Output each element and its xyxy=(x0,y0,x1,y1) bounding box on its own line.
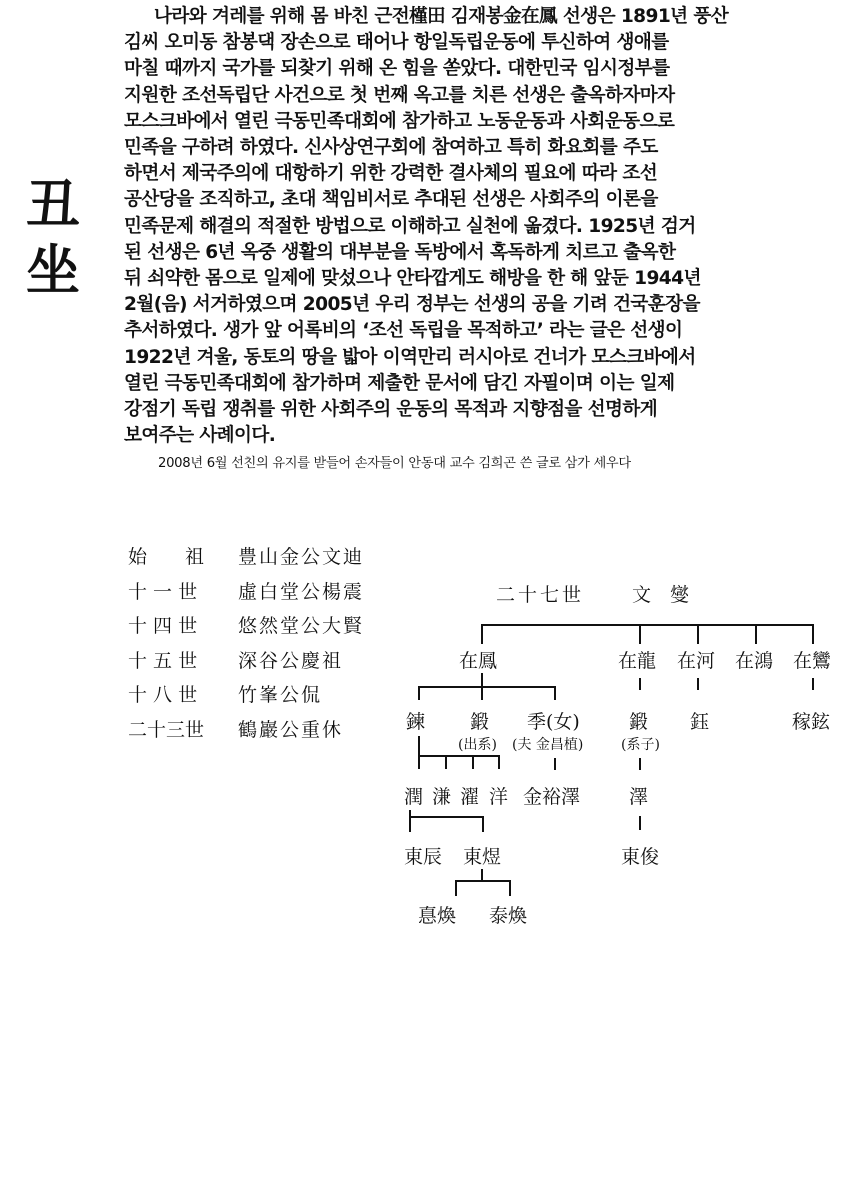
epitaph-line: 열린 극동민족대회에 참가하며 제출한 문서에 담긴 자필이며 이는 일제 xyxy=(124,372,675,394)
tree-son: 在鴻 xyxy=(735,650,774,672)
tree-note: (夫 金昌植) xyxy=(512,737,584,753)
tree-great-grandchild: 洋 xyxy=(489,786,509,808)
tree-line xyxy=(418,686,420,700)
epitaph-line: 나라와 겨레를 위해 몸 바친 근전槿田 김재봉金在鳳 선생은 1891년 풍산 xyxy=(154,6,729,27)
tree-line xyxy=(498,755,500,769)
tree-line xyxy=(409,810,411,832)
tree-line xyxy=(455,880,457,896)
epitaph-line: 강점기 독립 쟁취를 위한 사회주의 운동의 목적과 지향점을 선명하게 xyxy=(124,399,658,421)
epitaph-line: 마칠 때까지 국가를 되찾기 위해 온 힘을 쏟았다. 대한민국 임시정부를 xyxy=(124,58,670,80)
tree-line xyxy=(482,816,484,832)
tree-line xyxy=(812,624,814,644)
tree-line xyxy=(697,678,699,690)
epitaph-line: 김씨 오미동 참봉댁 장손으로 태어나 항일독립운동에 투신하여 생애를 xyxy=(124,32,669,54)
tree-line xyxy=(481,624,483,644)
tree-descendant: 泰煥 xyxy=(489,905,528,927)
tree-line xyxy=(554,686,556,700)
lineage-name: 虛白堂公楊震 xyxy=(238,580,365,603)
epitaph-line: 2월(음) 서거하였으며 2005년 우리 정부는 선생의 공을 기려 건국훈장을 xyxy=(124,294,700,316)
epitaph-line: 지원한 조선독립단 사건으로 첫 번째 옥고를 치른 선생은 출옥하자마자 xyxy=(124,84,675,106)
tree-grandchild: 鍊 xyxy=(406,711,426,733)
epitaph-line: 민족을 구하려 하였다. 신사상연구회에 참여하고 특히 화요회를 주도 xyxy=(124,137,658,159)
tree-great-grandchild: 溓 xyxy=(432,786,452,808)
dedication-note: 2008년 6월 선친의 유지를 받들어 손자들이 안동대 교수 김희곤 쓴 글로 삼가 세우다 xyxy=(158,456,631,471)
tree-line xyxy=(418,755,420,769)
tree-line xyxy=(472,755,474,769)
tree-grandchild: 季(女) xyxy=(527,711,580,733)
tree-line xyxy=(639,624,641,644)
epitaph-line: 보여주는 사례이다. xyxy=(124,425,276,447)
tree-line xyxy=(639,816,641,830)
tree-note: (出系) xyxy=(458,737,497,753)
tree-line xyxy=(639,678,641,690)
tree-line xyxy=(418,736,420,756)
lineage-name: 悠然堂公大賢 xyxy=(238,615,365,638)
tree-line xyxy=(755,624,757,644)
tree-son: 在河 xyxy=(677,650,716,672)
tree-descendant: 惪煥 xyxy=(418,905,457,927)
epitaph-line: 민족문제 해결의 적절한 방법으로 이해하고 실천에 옮겼다. 1925년 검거 xyxy=(124,215,696,237)
tree-line xyxy=(639,758,641,770)
epitaph-line: 공산당을 조직하고, 초대 책임비서로 추대된 선생은 사회주의 이론을 xyxy=(124,189,658,211)
tree-son: 在鳳 xyxy=(459,650,498,672)
tree-generation-label: 二十七世 xyxy=(496,584,585,606)
epitaph-line: 모스크바에서 열린 극동민족대회에 참가하고 노동운동과 사회운동으로 xyxy=(124,110,675,132)
lineage-name: 豊山金公文迪 xyxy=(238,546,365,568)
tree-line xyxy=(812,678,814,690)
tree-line xyxy=(445,755,447,769)
lineage-generation: 始 祖 xyxy=(128,546,205,568)
tree-line xyxy=(418,755,500,757)
lineage-generation: 十 四 世 xyxy=(128,615,198,638)
tree-line xyxy=(455,880,511,882)
lineage-generation: 二十三世 xyxy=(128,718,205,741)
tree-grandchild: 鍛 xyxy=(629,711,649,733)
tree-great-grandchild: 澤 xyxy=(629,786,649,808)
tree-great-grandchild: 金裕澤 xyxy=(523,786,581,808)
tree-grandchild: 鍛 xyxy=(470,711,490,733)
lineage-generation: 十 八 世 xyxy=(128,684,198,707)
tree-great-grandchild: 濯 xyxy=(460,786,480,808)
tree-descendant: 東俊 xyxy=(621,846,660,868)
lineage-name: 竹峯公侃 xyxy=(238,684,323,707)
tree-line xyxy=(481,673,483,687)
tree-great-grandchild: 潤 xyxy=(404,786,424,808)
tree-root-name: 文 燮 xyxy=(632,584,690,606)
side-title-char-1: 丑 xyxy=(26,173,80,236)
epitaph-line: 하면서 제국주의에 대항하기 위한 강력한 결사체의 필요에 따라 조선 xyxy=(124,163,658,185)
tree-line xyxy=(481,624,814,626)
lineage-name: 鶴巖公重休 xyxy=(238,718,344,741)
epitaph-line: 된 선생은 6년 옥중 생활의 대부분을 독방에서 혹독하게 치르고 출옥한 xyxy=(124,241,676,263)
tree-son: 在龍 xyxy=(618,650,657,672)
lineage-name: 深谷公慶祖 xyxy=(238,649,344,672)
lineage-generation: 十 一 世 xyxy=(128,580,198,603)
epitaph-line: 뒤 쇠약한 몸으로 일제에 맞섰으나 안타깝게도 해방을 한 해 앞둔 1944년 xyxy=(124,268,701,290)
tree-note: (系子) xyxy=(621,737,660,753)
epitaph-line: 추서하였다. 생가 앞 어록비의 ‘조선 독립을 목적하고’ 라는 글은 선생이 xyxy=(124,320,683,342)
tree-grandchild: 稼鉉 xyxy=(792,711,831,733)
tree-grandchild: 鈺 xyxy=(690,711,710,733)
lineage-generation: 十 五 世 xyxy=(128,649,198,672)
epitaph-line: 1922년 겨울, 동토의 땅을 밟아 이역만리 러시아로 건너가 모스크바에서 xyxy=(124,346,696,368)
tree-descendant: 東辰 xyxy=(404,846,443,868)
tree-line xyxy=(418,686,556,688)
tree-line xyxy=(509,880,511,896)
tree-descendant: 東煜 xyxy=(463,846,502,868)
tree-line xyxy=(409,816,483,818)
tree-line xyxy=(697,624,699,644)
side-title-char-2: 坐 xyxy=(26,239,80,302)
tree-son: 在鸞 xyxy=(793,650,832,672)
tree-line xyxy=(554,758,556,770)
tree-line xyxy=(481,686,483,700)
